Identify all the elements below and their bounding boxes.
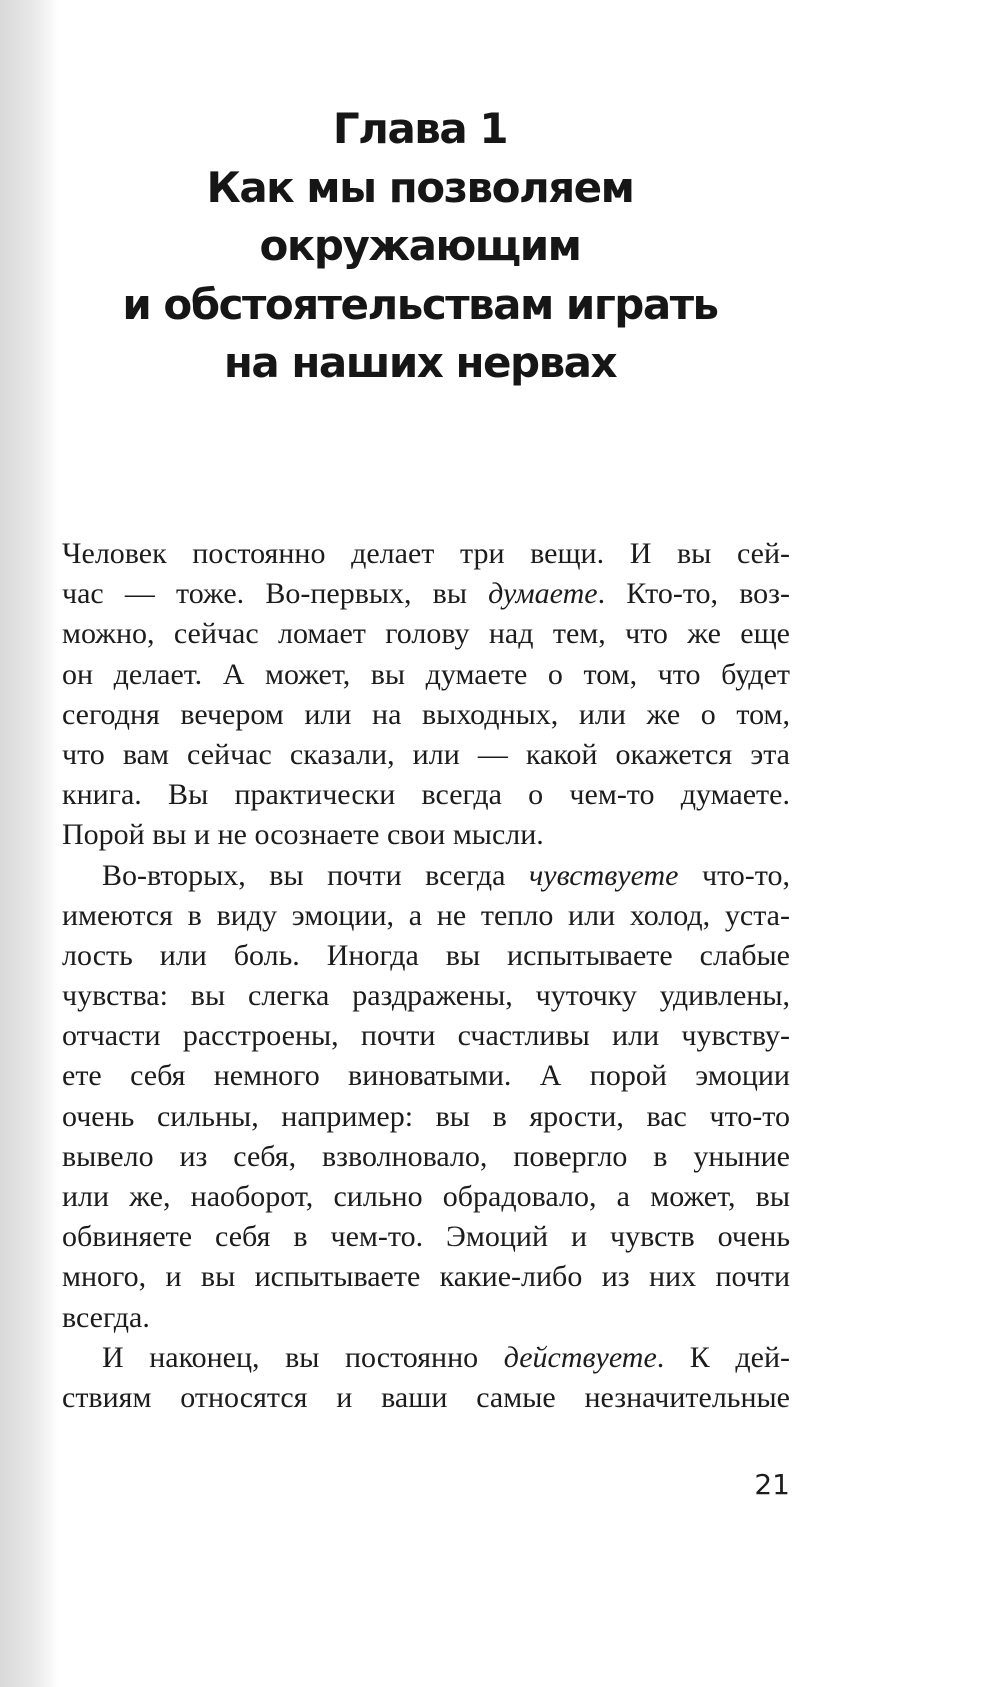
text-line (62, 1217, 790, 1257)
text-segment: книга. Вы практически всегда о чем-то думаете. (62, 778, 790, 812)
text-segment: час — тоже. Во-первых, вы (62, 577, 489, 611)
body-text (62, 534, 790, 1418)
text-segment: очень сильны, например: вы в ярости, вас что-то (62, 1099, 790, 1133)
text-line (62, 976, 790, 1016)
text-segment: Во-вторых, вы почти всегда (102, 858, 529, 892)
text-segment: вывело из себя, взволновало, повергло в уныние (62, 1139, 790, 1173)
text-segment: Человек постоянно делает три вещи. И вы сей- (62, 537, 790, 570)
chapter-title-line: на наших нервах (223, 338, 617, 387)
text-line (62, 574, 790, 614)
text-segment: всегда. (62, 1300, 150, 1334)
page-number: 21 (754, 1468, 790, 1501)
text-segment: лость или боль. Иногда вы испытываете слабые (62, 938, 790, 972)
text-segment: можно, сейчас ломает голову над тем, что же еще (62, 617, 790, 651)
emphasized-word: думаете (488, 577, 598, 611)
text-line (62, 775, 790, 815)
text-segment: что вам сейчас сказали, или — какой окажется эта (62, 737, 790, 771)
text-line (62, 1056, 790, 1096)
text-segment: он делает. А может, вы думаете о том, что будет (62, 657, 790, 691)
text-line (62, 1137, 790, 1177)
text-line (62, 856, 790, 896)
text-line (62, 896, 790, 936)
text-segment: ствиям относятся и ваши самые незначительные (62, 1380, 790, 1414)
text-segment: сегодня вечером или на выходных, или же о том, (62, 697, 790, 731)
text-line (62, 815, 790, 855)
text-segment: . К дей- (656, 1340, 790, 1374)
text-line (62, 1257, 790, 1297)
text-segment: много, и вы испытываете какие-либо из них почти (62, 1260, 790, 1294)
text-line (62, 1378, 790, 1418)
text-segment: обвиняете себя в чем-то. Эмоций и чувств очень (62, 1220, 790, 1254)
text-segment: чувства: вы слегка раздражены, чуточку удивлены, (62, 979, 790, 1013)
text-segment: . Кто-то, воз- (597, 577, 790, 611)
emphasized-word: чувствуете (529, 858, 679, 892)
text-segment: что-то, (678, 858, 790, 892)
text-line (62, 1338, 790, 1378)
chapter-title-line: Как мы позволяем (206, 162, 634, 212)
text-line (62, 936, 790, 976)
text-line (62, 1016, 790, 1056)
text-segment: И наконец, вы постоянно (102, 1340, 504, 1374)
text-line (62, 735, 790, 775)
text-line (62, 614, 790, 654)
text-segment: Порой вы и не осознаете свои мысли. (62, 818, 544, 852)
text-segment: отчасти расстроены, почти счастливы или чувству- (62, 1019, 790, 1053)
chapter-number: Глава 1 (332, 104, 508, 153)
text-line (62, 534, 790, 574)
text-segment: или же, наоборот, сильно обрадовало, а может, вы (62, 1180, 790, 1213)
text-line (62, 655, 790, 695)
text-line (62, 1097, 790, 1137)
text-line (62, 695, 790, 735)
emphasized-word: действуете (503, 1340, 657, 1374)
chapter-heading (40, 100, 800, 393)
text-line (62, 1177, 790, 1217)
text-line (62, 1298, 790, 1338)
chapter-title-line: и обстоятельствам играть (122, 279, 718, 329)
text-segment: ете себя немного виноватыми. А порой эмоции (62, 1059, 790, 1093)
chapter-title-line: окружающим (259, 221, 581, 270)
text-segment: имеются в виду эмоции, а не тепло или холод, уста- (62, 898, 790, 932)
